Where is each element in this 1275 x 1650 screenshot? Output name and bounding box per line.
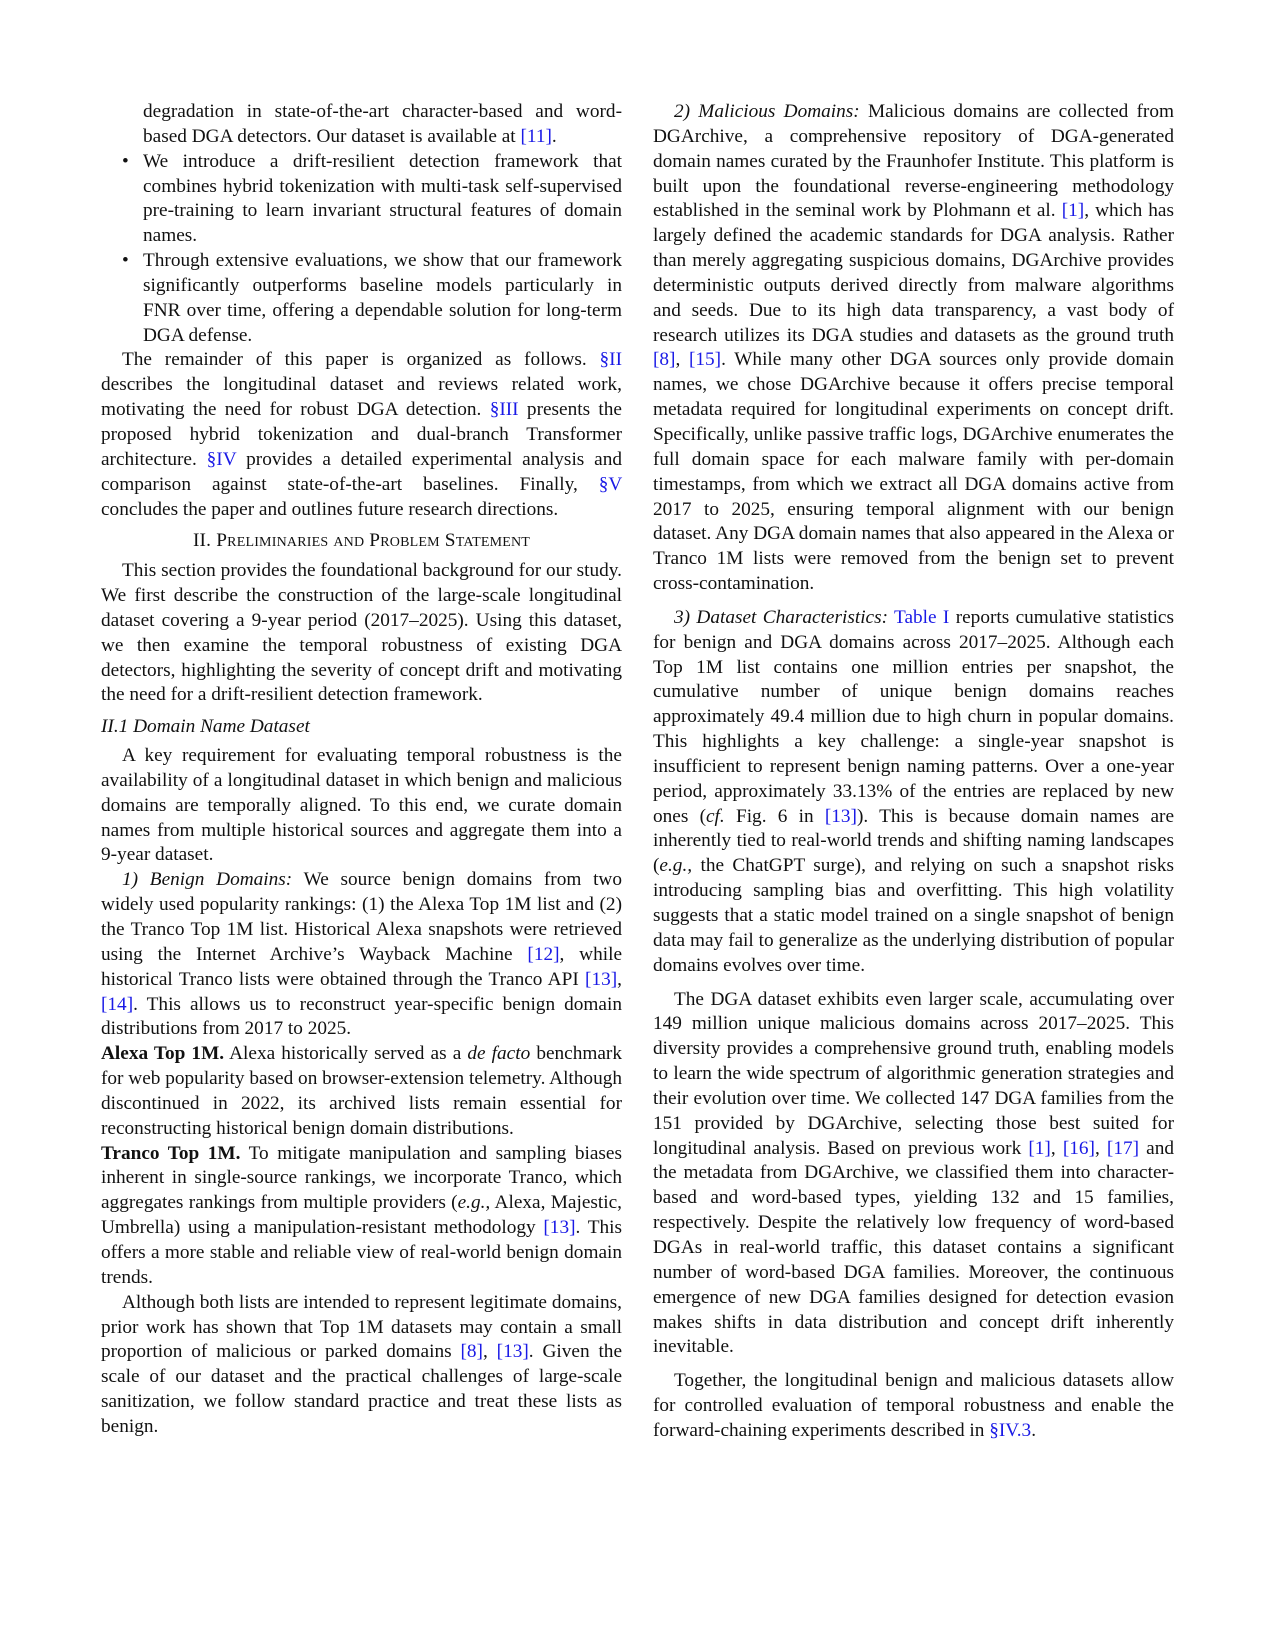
table-link-i[interactable]: Table I [894, 606, 950, 628]
dataset-characteristics-heading: 3) Dataset Characteristics: [674, 606, 889, 628]
ref-link-16[interactable]: [16] [1062, 1137, 1095, 1159]
section-heading-ii: II. Preliminaries and Problem Statement [192, 530, 531, 552]
dga-dataset-paragraph: The DGA dataset exhibits even larger scale, accumulating over 149 million unique malicious domains across 2017–2025. This diversity provides a comprehensive ground truth, enabling models to learn the wide spectrum of algorithmic generation strategies and their evolution over time. We collected 147 DGA families from the 151 provided by DGArchive, selecting those best suited for longitudinal analysis. Based on previous work [1], [16], [17] and the metadata from DGArchive, we classified them into character-based and word-based types, yielding 132 and 15 families, respectively. Despite the relatively low frequency of word-based DGAs in real-world traffic, this dataset contains a significant number of word-based DGA families. Moreover, the continuous emergence of new DGA families designed for detection evasion makes shifts in data distribution and concept drift inherently inevitable. [653, 988, 1175, 1358]
ref-link-17[interactable]: [17] [1106, 1137, 1140, 1159]
contribution-bullet-2: • We introduce a drift-resilient detection framework that combines hybrid tokenization with multi-task self-supervised pre-training to learn invariant structural features of domain names. [122, 150, 622, 247]
ref-link-1[interactable]: [1] [1028, 1137, 1051, 1159]
benign-domains-paragraph: 1) Benign Domains: We source benign domains from two widely used popularity rankings: (1) the Alexa Top 1M list and (2) the Tranco Top 1M list. Historical Alexa snapshots were retrieved using the Internet Archive’s Wayback Machine [12], while historical Tranco lists were obtained through the Tranco API [13], [14]. This allows us to reconstruct year-specific benign domain distributions from 2017 to 2025. [101, 869, 622, 1040]
left-column [101, 100, 622, 1440]
malicious-domains-paragraph: 2) Malicious Domains: Malicious domains are collected from DGArchive, a comprehensive repository of DGA-generated domain names curated by the Fraunhofer Institute. This platform is built upon the foundational reverse-engineering methodology established in the seminal work by Plohmann et al. [1], which has largely defined the academic standards for DGA analysis. Rather than merely aggregating suspicious domains, DGArchive provides deterministic outputs derived directly from malware algorithms and seeds. Due to its high data transparency, a vast body of research utilizes its DGA studies and datasets as the ground truth [8], [15]. While many other DGA sources only provide domain names, we chose DGArchive because it offers precise temporal metadata required for longitudinal experiments on concept drift. Specifically, unlike passive traffic logs, DGArchive enumerates the full domain space for each malware family with per-domain timestamps, from which we extract all DGA domains active from 2017 to 2025, ensuring temporal alignment with our benign dataset. Any DGA domain names that also appeared in the Alexa or Tranco 1M lists were removed from the benign set to prevent cross-contamination. [653, 101, 1174, 595]
organization-paragraph: The remainder of this paper is organized as follows. §II describes the longitudinal dataset and reviews related work, motivating the need for robust DGA detection. §III presents the proposed hybrid tokenization and dual-branch Transformer architecture. §IV provides a detailed experimental analysis and comparison against state-of-the-art baselines. Finally, §V concludes the paper and outlines future research directions. [101, 349, 622, 520]
section-link-iv-3[interactable]: §IV.3 [989, 1419, 1032, 1441]
both-lists-paragraph: Although both lists are intended to represent legitimate domains, prior work has shown that Top 1M datasets may contain a small proportion of malicious or parked domains [8], [13]. Given the scale of our dataset and the practical challenges of large-scale sanitization, we follow standard practice and treat these lists as benign. [101, 1291, 623, 1437]
section-link-ii[interactable]: §II [599, 349, 622, 371]
ref-link-13[interactable]: [13] [496, 1341, 529, 1363]
ref-link-1[interactable]: [1] [1061, 200, 1085, 222]
alexa-paragraph: Alexa Top 1M. Alexa historically served as a de facto benchmark for web popularity based on browser-extension telemetry. Although discontinued in 2022, its archived lists remain essential for reconstructing historical benign domain distributions. [101, 1043, 622, 1139]
section-link-iii[interactable]: §III [489, 399, 519, 421]
section-link-iv[interactable]: §IV [206, 448, 237, 470]
malicious-domains-heading: 2) Malicious Domains: [674, 101, 860, 122]
ref-link-13[interactable]: [13] [543, 1217, 576, 1239]
contribution-bullet-3: • Through extensive evaluations, we show that our framework significantly outperforms baseline models particularly in FNR over time, offering a dependable solution for long-term DGA defense. [122, 250, 622, 346]
ref-link-8[interactable]: [8] [653, 349, 676, 371]
contribution-list [101, 150, 622, 349]
bullet-dot-icon: • [122, 250, 129, 272]
alexa-heading: Alexa Top 1M. [101, 1043, 225, 1065]
contribution-bullet-1-end: degradation in state-of-the-art character-based and word-based DGA detectors. Our dataset is available at [11]. [143, 101, 622, 147]
dataset-characteristics-paragraph: 3) Dataset Characteristics: Table I reports cumulative statistics for benign and DGA domains across 2017–2025. Although each Top 1M list contains one million entries per snapshot, the cumulative number of unique benign domains reaches approximately 49.4 million due to high churn in popular domains. This highlights a key challenge: a single-year snapshot is insufficient to represent benign naming patterns. Over a one-year period, approximately 33.13% of the entries are replaced by new ones (cf. Fig. 6 in [13]). This is because domain names are inherently tied to real-world trends and shifting naming landscapes (e.g., the ChatGPT surge), and relying on such a snapshot risks introducing sampling bias and overfitting. This high volatility suggests that a static model trained on a single snapshot of benign data may fail to generalize as the underlying distribution of popular domains evolves over time. [653, 606, 1174, 976]
ref-link-8[interactable]: [8] [460, 1341, 483, 1363]
ref-link-13[interactable]: [13] [585, 968, 618, 990]
ref-link-15[interactable]: [15] [688, 349, 722, 371]
section-ii-intro: This section provides the foundational background for our study. We first describe the construction of the large-scale longitudinal dataset covering a 9-year period (2017–2025). Using this dataset, we then examine the temporal robustness of existing DGA detectors, highlighting the severity of concept drift and motivating the need for a drift-resilient detection framework. [101, 560, 622, 706]
ref-link-12[interactable]: [12] [527, 943, 560, 965]
bullet-dot-icon: • [122, 150, 129, 172]
right-column [653, 100, 1174, 1444]
benign-domains-heading: 1) Benign Domains: [122, 869, 293, 891]
dataset-intro-paragraph: A key requirement for evaluating temporal robustness is the availability of a longitudinal dataset in which benign and malicious domains are temporally aligned. To this end, we curate domain names from multiple historical sources and aggregate them into a 9-year dataset. [101, 745, 622, 866]
tranco-heading: Tranco Top 1M. [101, 1142, 241, 1164]
together-paragraph: Together, the longitudinal benign and malicious datasets allow for controlled evaluation of temporal robustness and enable the forward-chaining experiments described in §IV.3. [653, 1370, 1174, 1441]
ref-link-11[interactable]: [11] [520, 125, 552, 147]
ref-link-14[interactable]: [14] [101, 993, 134, 1015]
section-link-v[interactable]: §V [598, 473, 622, 495]
subsection-heading-ii-1: II.1 Domain Name Dataset [101, 716, 310, 738]
paper-page [101, 100, 1174, 1600]
tranco-paragraph: Tranco Top 1M. To mitigate manipulation and sampling biases inherent in single-source rankings, we incorporate Tranco, which aggregates rankings from multiple providers (e.g., Alexa, Majestic, Umbrella) using a manipulation-resistant methodology [13]. This offers a more stable and reliable view of real-world benign domain trends. [101, 1142, 622, 1288]
ref-link-13[interactable]: [13] [824, 805, 857, 827]
